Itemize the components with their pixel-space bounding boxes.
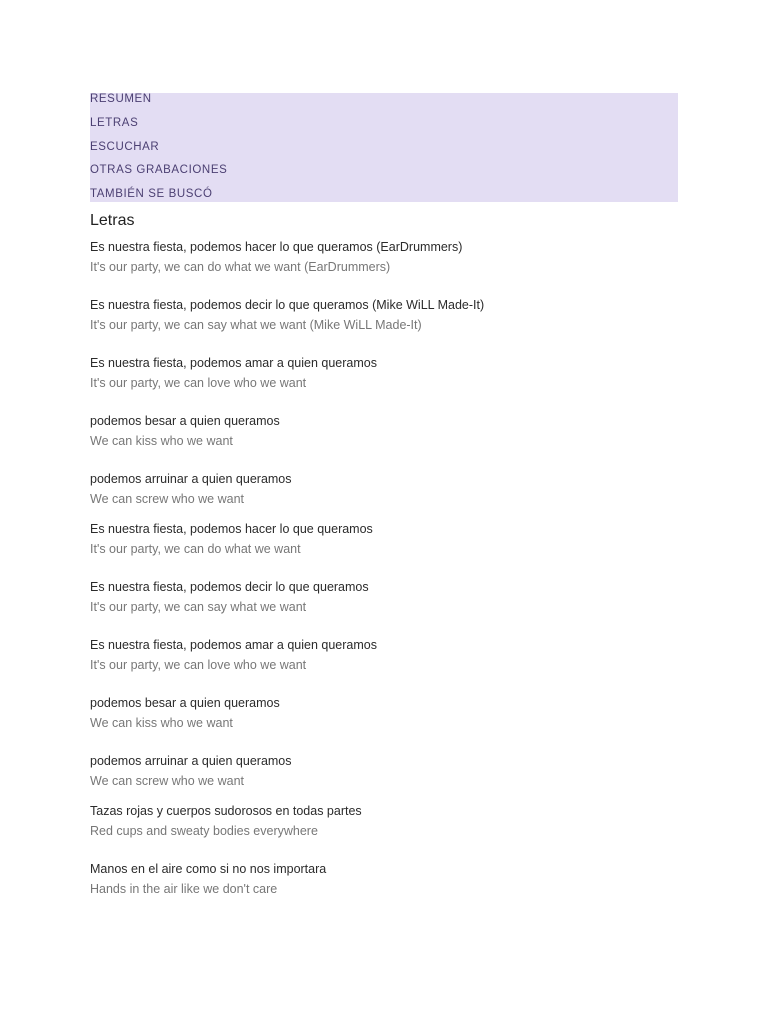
- lyric-original: Es nuestra fiesta, podemos decir lo que queramos: [90, 580, 369, 594]
- lyric-block: [90, 412, 690, 451]
- lyric-block: [90, 694, 690, 733]
- lyric-translation: It's our party, we can love who we want: [90, 375, 307, 390]
- lyric-translation: It's our party, we can say what we want: [90, 599, 307, 614]
- lyric-block: [90, 636, 690, 675]
- lyric-translation: We can kiss who we want: [90, 715, 233, 730]
- lyric-original: Tazas rojas y cuerpos sudorosos en todas partes: [90, 804, 362, 818]
- lyric-translation: It's our party, we can say what we want (Mike WiLL Made-It): [90, 317, 422, 332]
- lyric-original: podemos arruinar a quien queramos: [90, 472, 292, 486]
- lyric-original: podemos arruinar a quien queramos: [90, 754, 292, 768]
- lyric-original: Es nuestra fiesta, podemos hacer lo que queramos (EarDrummers): [90, 240, 463, 254]
- lyric-translation: Hands in the air like we don't care: [90, 881, 278, 896]
- lyric-original: Es nuestra fiesta, podemos amar a quien queramos: [90, 638, 377, 652]
- lyric-block: [90, 860, 690, 899]
- lyric-block: [90, 752, 690, 791]
- lyric-original: Es nuestra fiesta, podemos hacer lo que queramos: [90, 522, 373, 536]
- lyric-original: Es nuestra fiesta, podemos decir lo que queramos (Mike WiLL Made-It): [90, 298, 485, 312]
- lyric-translation: Red cups and sweaty bodies everywhere: [90, 823, 318, 838]
- lyrics-title: Letras: [90, 212, 135, 229]
- nav-item-letras[interactable]: LETRAS: [90, 116, 139, 129]
- lyric-translation: We can screw who we want: [90, 773, 244, 788]
- nav-item-resumen[interactable]: RESUMEN: [90, 93, 152, 105]
- lyric-original: podemos besar a quien queramos: [90, 414, 280, 428]
- nav-item-tambien-se-busco[interactable]: TAMBIÉN SE BUSCÓ: [90, 188, 213, 201]
- lyric-original: Manos en el aire como si no nos importara: [90, 862, 327, 876]
- lyric-block: [90, 578, 690, 617]
- lyric-translation: It's our party, we can do what we want (EarDrummers): [90, 259, 391, 274]
- lyric-block: [90, 354, 690, 393]
- lyric-original: podemos besar a quien queramos: [90, 696, 280, 710]
- lyric-block: [90, 296, 690, 335]
- lyric-block: [90, 520, 690, 559]
- lyric-block: [90, 238, 690, 277]
- lyric-block: [90, 802, 690, 841]
- lyric-block: [90, 470, 690, 509]
- lyric-translation: It's our party, we can love who we want: [90, 657, 307, 672]
- lyric-original: Es nuestra fiesta, podemos amar a quien queramos: [90, 356, 377, 370]
- lyrics-list: [90, 238, 690, 899]
- nav-item-escuchar[interactable]: ESCUCHAR: [90, 140, 160, 153]
- lyric-translation: We can kiss who we want: [90, 433, 233, 448]
- section-nav: [90, 93, 678, 202]
- lyric-translation: We can screw who we want: [90, 491, 244, 506]
- nav-item-otras-grabaciones[interactable]: OTRAS GRABACIONES: [90, 164, 228, 177]
- lyric-translation: It's our party, we can do what we want: [90, 541, 301, 556]
